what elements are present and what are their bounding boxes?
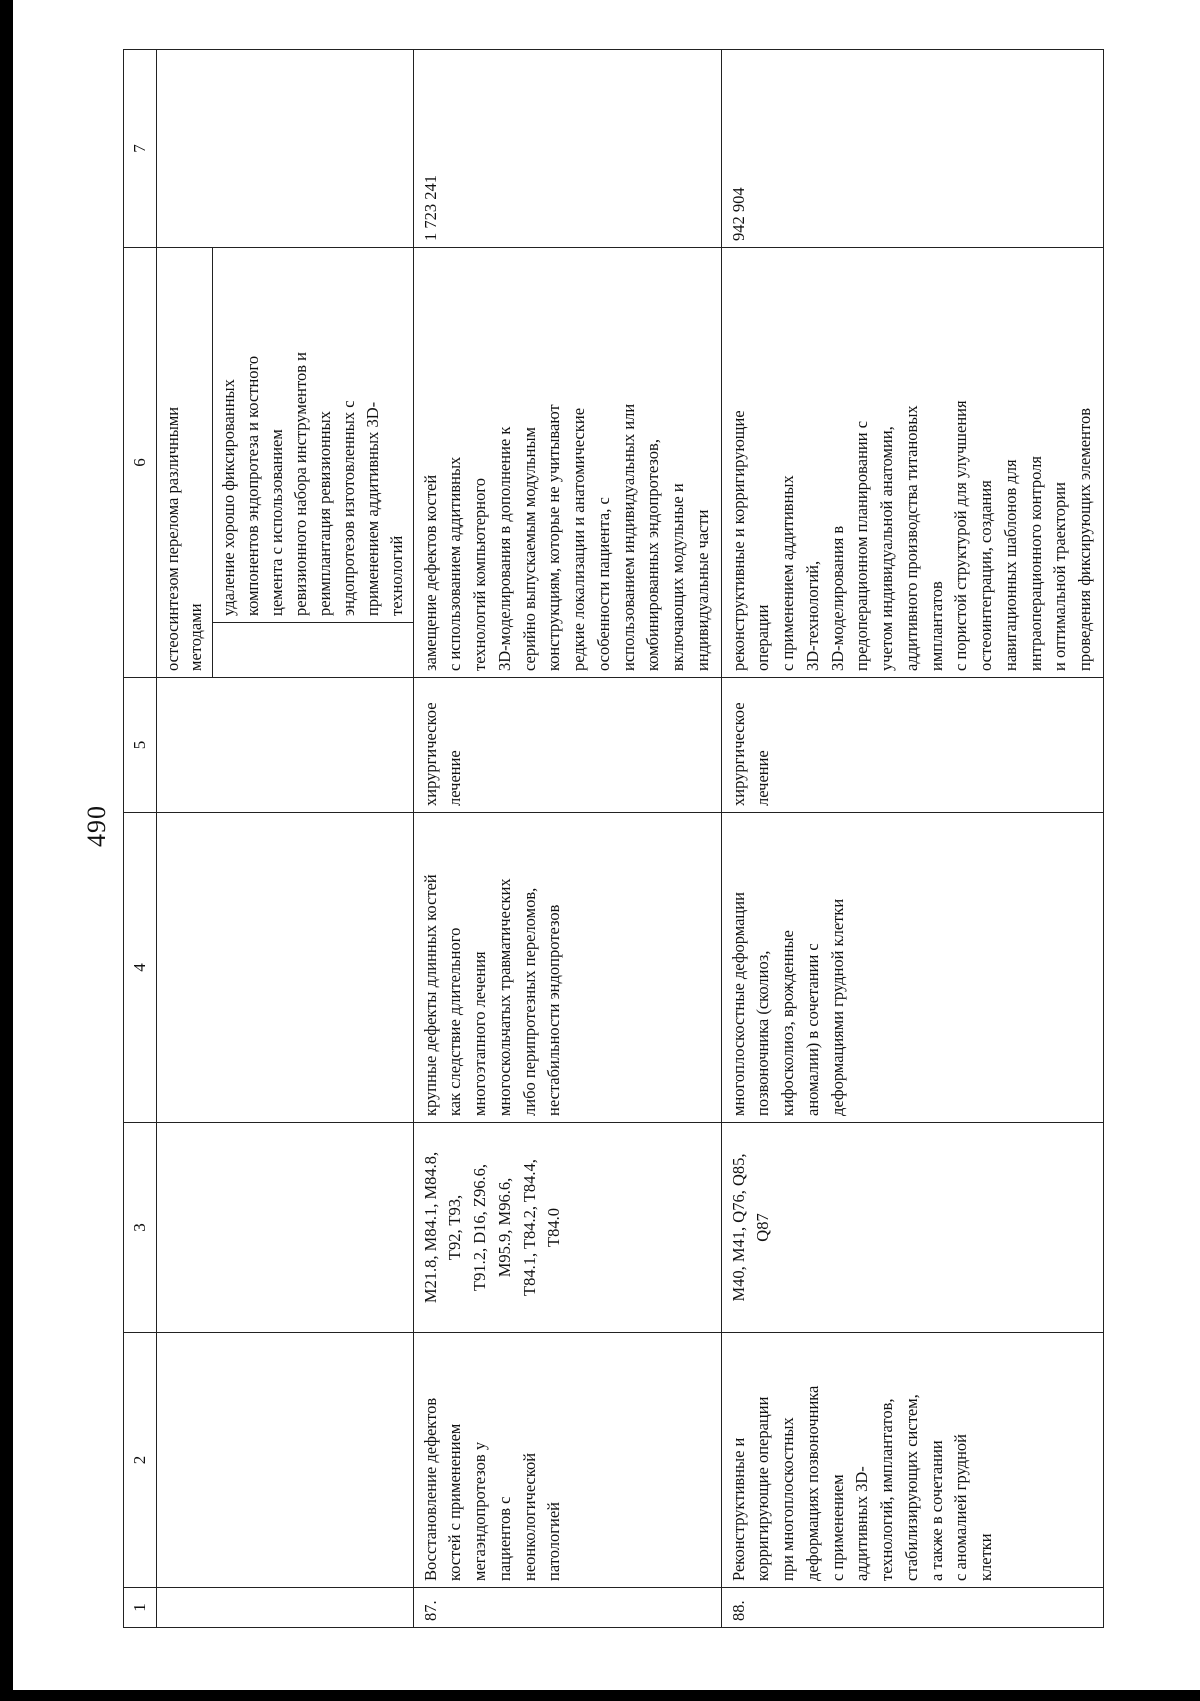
text-line: нестабильности эндопротезов [544, 904, 564, 1116]
text-line: кифосколиоз, врожденные [778, 930, 798, 1116]
text-line: серийно выпускаемым модульным [519, 426, 539, 671]
text-line: интраоперационного контроля [1025, 456, 1045, 671]
text-line: удаление хорошо фиксированных [219, 379, 239, 616]
text-line: редкие локализации и анатомические [569, 407, 589, 671]
text-line: T92, T93, [445, 1194, 465, 1261]
scan-left-border [0, 0, 13, 1701]
cont-cell-6 [156, 248, 413, 678]
icd-codes [413, 1123, 721, 1333]
text-line: комбинированных эндопротезов, [643, 439, 663, 671]
header-cell-1: 1 [124, 1588, 157, 1628]
text-line: позвоночника (сколиоз, [753, 950, 773, 1116]
text-line: деформациях позвоночника [802, 1385, 822, 1581]
text-line: особенности пациента, с [593, 497, 613, 671]
header-cell-7: 7 [124, 50, 157, 248]
text-line: навигационных шаблонов для [1000, 459, 1020, 671]
text-line: реконструктивные и корригирующие [728, 410, 748, 671]
service-name [721, 1333, 1103, 1588]
text-line: операции [753, 604, 773, 671]
text-line: лечение [753, 750, 773, 806]
text-line: и оптимальной траектории [1050, 482, 1070, 671]
text-line: 3D-технологий, [802, 560, 822, 671]
text-line: эндопротезов изготовленных с [338, 400, 358, 616]
table-row-88 [721, 50, 1103, 1628]
text-line: остеоинтеграции, создания [976, 480, 996, 671]
text-line: конструкциям, которые не учитывают [544, 404, 564, 671]
header-cell-5: 5 [124, 678, 157, 813]
treatment-method [721, 248, 1103, 678]
cont-cell-2 [156, 1333, 413, 1588]
header-cell-3: 3 [124, 1123, 157, 1333]
text-line: либо перипротезных переломов, [519, 887, 539, 1116]
text-line: имплантатов [926, 581, 946, 671]
service-name [413, 1333, 721, 1588]
text-line: M95.9, M96.6, [494, 1177, 514, 1278]
text-line: 3D-моделирования в [827, 525, 847, 671]
cost-value: 1 723 241 [413, 50, 721, 248]
text-line: с пористой структурой для улучшения [951, 400, 971, 671]
text-line: корригирующие операции [753, 1396, 773, 1581]
text-line: клетки [976, 1533, 996, 1581]
text-line: стабилизирующих систем, [901, 1394, 921, 1581]
text-line: деформациями грудной клетки [827, 898, 847, 1116]
text-line: технологий, имплантатов, [877, 1398, 897, 1581]
text-line: остеосинтезом перелома различными [162, 406, 182, 671]
cont-method-top [157, 248, 214, 677]
header-cell-6: 6 [124, 248, 157, 678]
text-line: T91.2, D16, Z96.6, [470, 1164, 490, 1291]
continuation-row [156, 50, 413, 1628]
cont-method-sub [213, 248, 412, 623]
text-line: Восстановление дефектов [420, 1397, 440, 1581]
text-line: пациентов с [494, 1496, 514, 1581]
header-row [124, 50, 157, 1628]
text-line: хирургическое [420, 702, 440, 806]
text-line: технологий компьютерного [470, 478, 490, 671]
text-line: предоперационном планировании с [852, 420, 872, 671]
text-line: аддитивных 3D- [852, 1466, 872, 1581]
patient-model [721, 813, 1103, 1123]
text-line: M21.8, M84.1, M84.8, [420, 1151, 440, 1304]
text-line: многоскольчатых травматических [494, 878, 514, 1116]
text-line: а также в сочетании [926, 1440, 946, 1581]
text-line: с аномалией грудной [951, 1434, 971, 1581]
text-line: аддитивного производства титановых [901, 405, 921, 671]
text-line: M40, M41, Q76, Q85, [728, 1153, 748, 1302]
text-line: учетом индивидуальной анатомии, [877, 426, 897, 671]
text-line: методами [186, 603, 206, 671]
header-cell-2: 2 [124, 1333, 157, 1588]
text-line: T84.0 [544, 1208, 564, 1247]
text-line: костей с применением [445, 1423, 465, 1581]
text-line: технологий [386, 535, 406, 616]
scan-bottom-border [0, 1690, 1200, 1701]
text-line: использованием индивидуальных или [618, 403, 638, 671]
patient-model [413, 813, 721, 1123]
page-number: 490 [82, 805, 111, 847]
text-line: при многоплоскостных [778, 1417, 798, 1581]
text-line: с применением аддитивных [778, 475, 798, 671]
cont-cell-5 [156, 678, 413, 813]
treatment-type [721, 678, 1103, 813]
text-line: многоплоскостные деформации [728, 892, 748, 1116]
text-line: многоэтапного лечения [470, 951, 490, 1116]
text-line: реимплантация ревизионных [315, 411, 335, 616]
text-line: ревизионного набора инструментов и [291, 352, 311, 616]
text-line: с использованием аддитивных [445, 456, 465, 671]
treatment-method [413, 248, 721, 678]
text-line: замещение дефектов костей [420, 474, 440, 671]
text-line: неонкологической [519, 1452, 539, 1581]
text-line: хирургическое [728, 702, 748, 806]
text-line: включающих модульные и [668, 483, 688, 671]
text-line: с применением [827, 1474, 847, 1581]
cont-cell-4 [156, 813, 413, 1123]
text-line: цемента с использованием [267, 429, 287, 616]
text-line: T84.1, T84.2, T84.4, [519, 1159, 539, 1296]
header-cell-4: 4 [124, 813, 157, 1123]
text-line: аномалии) в сочетании с [802, 943, 822, 1116]
cont-cell-3 [156, 1123, 413, 1333]
text-line: компонентов эндопротеза и костного [243, 355, 263, 616]
cont-cell-7 [156, 50, 413, 248]
cont-cell-1 [156, 1588, 413, 1628]
text-line: проведения фиксирующих элементов [1075, 408, 1095, 671]
text-line: патологией [544, 1502, 564, 1581]
services-table [123, 49, 1104, 1628]
text-line: крупные дефекты длинных костей [420, 874, 440, 1116]
text-line: индивидуальные части [692, 509, 712, 671]
text-line: как следствие длительного [445, 927, 465, 1116]
row-number: 87. [413, 1588, 721, 1628]
rotated-page [60, 0, 1160, 1690]
treatment-type [413, 678, 721, 813]
text-line: Q87 [753, 1213, 773, 1242]
text-line: применением аддитивных 3D- [362, 401, 382, 616]
text-line: лечение [445, 750, 465, 806]
row-number: 88. [721, 1588, 1103, 1628]
text-line: 3D-моделирования в дополнение к [494, 426, 514, 671]
icd-codes [721, 1123, 1103, 1333]
table-row-87 [413, 50, 721, 1628]
text-line: Реконструктивные и [728, 1437, 748, 1581]
text-line: мегаэндопротезов у [470, 1441, 490, 1581]
cost-value: 942 904 [721, 50, 1103, 248]
